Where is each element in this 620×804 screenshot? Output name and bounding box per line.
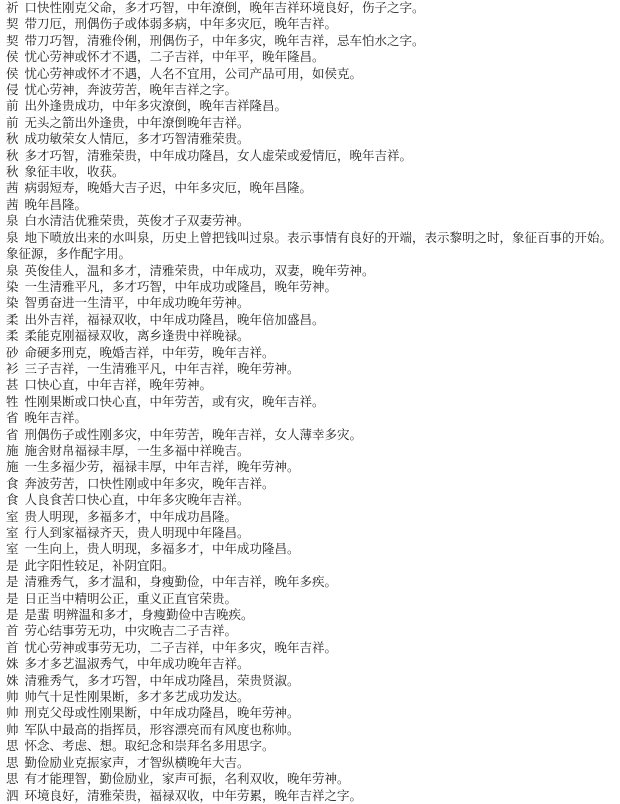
- entry-character: 是: [6, 557, 19, 573]
- entry-text: 怀念、考虑、想。取纪念和崇拜名多用思字。: [24, 738, 275, 754]
- entry-text: 口快心直，中年吉祥，晚年劳神。: [24, 377, 213, 393]
- entry-character: 契: [6, 32, 19, 48]
- entry-character: 首: [6, 623, 19, 639]
- entry-text: 忧心劳神或怀才不遇，人名不宜用，公司产品可用，如侯克。: [24, 65, 363, 81]
- list-item: [6, 427, 614, 443]
- entry-text: 病弱短寿，晚婚大吉子迟，中年多灾厄，晚年昌隆。: [24, 180, 313, 196]
- list-item: [6, 33, 614, 49]
- list-item: [6, 345, 614, 361]
- list-item: [6, 492, 614, 508]
- entry-character: 施: [6, 459, 19, 475]
- list-item: [6, 574, 614, 590]
- entry-text: 一生多福少劳，福禄丰厚，中年吉祥，晚年劳神。: [24, 459, 300, 475]
- list-item: [6, 180, 614, 196]
- entry-text: 无头之箭出外逢贵，中年潦倒晚年吉祥。: [24, 114, 250, 130]
- list-item: [6, 263, 614, 279]
- entry-text: 性刚果断或口快心直，中年劳苦，或有灾，晚年吉祥。: [24, 393, 325, 409]
- list-item: [6, 410, 614, 426]
- entry-text: 清雅秀气，多才温和，身瘦勤俭，中年吉祥，晚年多疾。: [24, 574, 338, 590]
- entry-text: 晚年昌隆。: [24, 196, 88, 212]
- entry-text: 带刀巧智，清雅伶俐，刑偶伤子，中年多灾，晚年吉祥，忌车怕水之字。: [24, 32, 425, 48]
- entry-character: 泗: [6, 787, 19, 803]
- list-item: [6, 0, 614, 16]
- list-item: [6, 115, 614, 131]
- entry-character: 思: [6, 738, 19, 754]
- entry-character: 茜: [6, 180, 19, 196]
- entry-character: 食: [6, 492, 19, 508]
- list-item: [6, 230, 614, 263]
- list-item: [6, 673, 614, 689]
- entry-text: 出外逢贵成功，中年多灾潦倒，晚年吉祥隆昌。: [24, 98, 288, 114]
- entry-text: 象征丰收，收获。: [24, 164, 125, 180]
- list-item: [6, 509, 614, 525]
- entry-character: 帅: [6, 689, 19, 705]
- entry-text: 忧心劳神或事劳无功，二子吉祥，中年多灾，晚年吉祥。: [24, 639, 338, 655]
- entry-text: 清雅秀气，多才巧智，中年成功隆昌，荣贵贤淑。: [24, 672, 300, 688]
- entry-character: 思: [6, 754, 19, 770]
- list-item: [6, 755, 614, 771]
- list-item: [6, 197, 614, 213]
- entry-text: 命硬多刑克，晚婚吉祥，中年劳，晚年吉祥。: [24, 344, 275, 360]
- entry-character: 食: [6, 475, 19, 491]
- entry-character: 秋: [6, 131, 19, 147]
- list-item: [6, 476, 614, 492]
- entry-text: 行人到家福禄齐天，贵人明现中年隆昌。: [24, 525, 250, 540]
- entry-character: 染: [6, 295, 19, 311]
- entry-character: 省: [6, 426, 19, 442]
- entry-text: 人良食苦口快心直，中年多灾晚年吉祥。: [24, 492, 250, 508]
- list-item: [6, 640, 614, 656]
- list-item: [6, 788, 614, 804]
- entry-character: 秋: [6, 147, 19, 163]
- entry-character: 侵: [6, 82, 19, 98]
- entry-text: 柔能克刚福禄双收，离乡逢贵中祥晚禄。: [24, 328, 250, 344]
- entry-character: 砂: [6, 344, 19, 360]
- list-item: [6, 689, 614, 705]
- entry-character: 秋: [6, 164, 19, 180]
- entry-text: 有才能理智，勤俭励业，家声可振，名利双收，晚年劳神。: [24, 771, 350, 787]
- entry-character: 室: [6, 508, 19, 524]
- list-item: [6, 312, 614, 328]
- entry-text: 一生清雅平凡，多才巧智，中年成功或隆昌，晚年劳神。: [24, 278, 338, 294]
- entry-text: 奔波劳苦，口快性刚或中年多灾，晚年吉祥。: [24, 475, 275, 491]
- list-item: [6, 131, 614, 147]
- list-item: [6, 623, 614, 639]
- entry-character: 姝: [6, 672, 19, 688]
- entry-character: 是: [6, 590, 19, 606]
- entry-character: 帅: [6, 705, 19, 721]
- entry-character: 是: [6, 607, 19, 623]
- entry-text: 地下喷放出来的水叫泉，历史上曾把钱叫过泉。表示事情有良好的开端，表示黎明之时，象征百事的开始。象征源，多作配字用。: [6, 229, 613, 262]
- list-item: [6, 16, 614, 32]
- list-item: [6, 295, 614, 311]
- entry-text: 刑偶伤子或性刚多灾，中年劳苦，晚年吉祥，女人薄幸多灾。: [24, 426, 363, 442]
- entry-character: 泉: [6, 262, 19, 278]
- list-item: [6, 361, 614, 377]
- entry-character: 染: [6, 278, 19, 294]
- list-item: [6, 591, 614, 607]
- list-item: [6, 541, 614, 557]
- entry-character: 甚: [6, 377, 19, 393]
- list-item: [6, 656, 614, 672]
- entry-text: 带刀厄，刑偶伤子或体弱多病，中年多灾厄，晚年吉祥。: [24, 16, 338, 32]
- entry-text: 忧心劳神，奔波劳苦，晚年吉祥之字。: [24, 82, 238, 98]
- entry-text: 贵人明现，多福多才，中年成功昌隆。: [24, 508, 238, 524]
- entry-character: 前: [6, 98, 19, 114]
- entry-text: 勤俭励业克振家声，才智纵横晚年大吉。: [24, 754, 250, 770]
- entry-text: 智勇奋进一生清平，中年成功晚年劳神。: [24, 295, 250, 311]
- entry-character: 省: [6, 410, 19, 426]
- list-item: [6, 279, 614, 295]
- entry-text: 刑克父母或性刚果断，中年成功隆昌，晚年劳神。: [24, 705, 300, 721]
- entry-character: 泉: [6, 229, 19, 245]
- list-item: [6, 98, 614, 114]
- list-item: [6, 722, 614, 738]
- entry-character: 前: [6, 114, 19, 130]
- list-item: [6, 82, 614, 98]
- list-item: [6, 148, 614, 164]
- entry-text: 帅气十足性刚果断，多才多艺成功发达。: [24, 689, 250, 705]
- name-character-list: [6, 0, 614, 804]
- entry-character: 帅: [6, 721, 19, 737]
- entry-text: 忧心劳神或怀才不遇，二子吉祥，中年平，晚年隆昌。: [24, 49, 325, 65]
- list-item: [6, 394, 614, 410]
- entry-character: 泉: [6, 213, 19, 229]
- entry-text: 晚年吉祥。: [24, 410, 88, 426]
- list-item: [6, 443, 614, 459]
- entry-text: 一生向上，贵人明现，多福多才，中年成功隆昌。: [24, 541, 300, 557]
- entry-character: 柔: [6, 328, 19, 344]
- entry-character: 姝: [6, 656, 19, 672]
- entry-text: 是蜚 明辨温和多才，身瘦勤俭中吉晚疾。: [24, 607, 254, 623]
- entry-character: 施: [6, 442, 19, 458]
- list-item: [6, 213, 614, 229]
- entry-text: 口快性刚克父命，多才巧智，中年潦倒，晚年吉祥环境良好，伤子之字。: [24, 0, 425, 15]
- entry-character: 牲: [6, 393, 19, 409]
- list-item: [6, 377, 614, 393]
- entry-text: 环境良好，清雅荣贵，福禄双收，中年劳累，晚年吉祥之字。: [24, 787, 363, 803]
- entry-text: 成功敏荣女人情厄，多才巧智清雅荣贵。: [24, 131, 250, 147]
- entry-text: 出外吉祥，福禄双收，中年成功隆昌，晚年倍加盛昌。: [24, 311, 325, 327]
- entry-character: 侯: [6, 49, 19, 65]
- entry-character: 茜: [6, 196, 19, 212]
- list-item: [6, 705, 614, 721]
- entry-text: 此字阳性较足，补阴宜阳。: [24, 557, 175, 573]
- entry-character: 首: [6, 639, 19, 655]
- entry-text: 施舍财帛福禄丰厚，一生多福中祥晚吉。: [24, 442, 250, 458]
- entry-text: 劳心结事劳无功，中灾晚吉二子吉祥。: [24, 623, 238, 639]
- list-item: [6, 738, 614, 754]
- entry-character: 是: [6, 574, 19, 590]
- entry-character: 祈: [6, 0, 19, 15]
- list-item: [6, 66, 614, 82]
- list-item: [6, 164, 614, 180]
- list-item: [6, 328, 614, 344]
- entry-text: 军队中最高的指挥员，形容漂亮而有风度也称帅。: [24, 721, 300, 737]
- entry-text: 英俊佳人，温和多才，清雅荣贵，中年成功，双妻，晚年劳神。: [24, 262, 375, 278]
- list-item: [6, 525, 614, 541]
- entry-character: 侯: [6, 65, 19, 81]
- entry-text: 三子吉祥，一生清雅平凡，中年吉祥，晚年劳神。: [24, 360, 300, 376]
- entry-character: 思: [6, 771, 19, 787]
- entry-text: 多才巧智，清雅荣贵，中年成功隆昌，女人虚荣或爱情厄，晚年吉祥。: [24, 147, 413, 163]
- list-item: [6, 49, 614, 65]
- entry-character: 衫: [6, 360, 19, 376]
- list-item: [6, 771, 614, 787]
- list-item: [6, 607, 614, 623]
- list-item: [6, 558, 614, 574]
- entry-character: 室: [6, 525, 19, 540]
- entry-text: 多才多艺温淑秀气，中年成功晚年吉祥。: [24, 656, 250, 672]
- entry-text: 日正当中精明公正，重义正直官荣贵。: [24, 590, 238, 606]
- entry-character: 柔: [6, 311, 19, 327]
- entry-character: 契: [6, 16, 19, 32]
- entry-text: 白水清洁优雅荣贵，英俊才子双妻劳神。: [24, 213, 250, 229]
- list-item: [6, 459, 614, 475]
- entry-character: 室: [6, 541, 19, 557]
